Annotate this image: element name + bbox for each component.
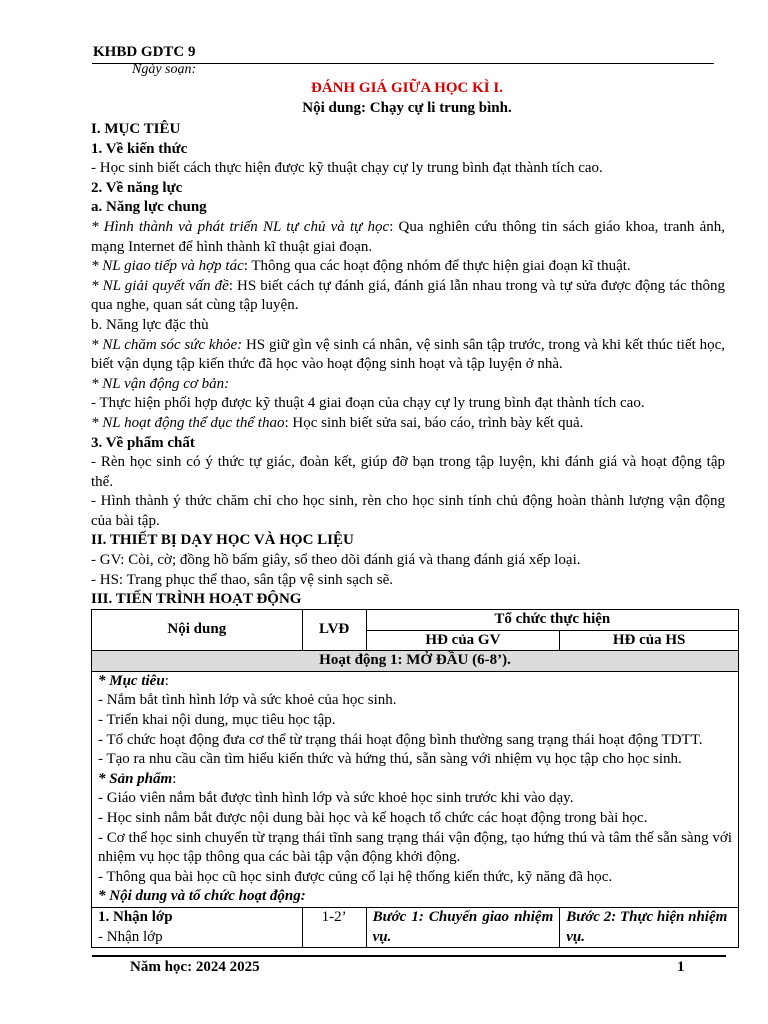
specific-competence-heading: b. Năng lực đặc thù (91, 316, 209, 333)
product-item: - Học sinh nắm bắt được nội dung bài học và kế hoạch tổ chức các hoạt động trong bài học. (98, 809, 648, 826)
g1-text: : Qua nghiên cứu thông tin sách giáo khoa, tranh ảnh, mạng Internet để hình thành kĩ thuật giai đoạn. (91, 218, 725, 255)
document-subtitle: Nội dung: Chạy cự li trung bình. (302, 100, 512, 116)
s2-text: - Thực hiện phối hợp được kỹ thuật 4 giai đoạn của chạy cự ly trung bình đạt thành tích cao. (91, 395, 645, 412)
goal-item: - Tổ chức hoạt động đưa cơ thể từ trạng thái hoạt động bình thường sang trạng thái hoạt động TDTT. (98, 731, 703, 748)
table-header-row (92, 610, 739, 631)
g2-label: * NL giao tiếp và hợp tác (91, 258, 244, 275)
knowledge-text: - Học sinh biết cách thực hiện được kỹ thuật chạy cự ly trung bình đạt thành tích cao. (91, 160, 603, 177)
product-label-line: * Sản phẩm: (98, 770, 177, 787)
goal-label: * Mục tiêu (98, 672, 165, 689)
activity-row (92, 651, 739, 672)
header-title: KHBD GDTC 9 (93, 44, 196, 60)
product-item: - Thông qua bài học cũ học sinh được củng cố lại hệ thống kiến thức, kỹ năng đã học. (98, 868, 613, 885)
specific-competence-3 (91, 414, 725, 434)
g3-text: : HS biết cách tự đánh giá, đánh giá lẫn nhau trong và tự sửa được động tác thông qua nghe, quan sát cùng tập luyện. (91, 277, 725, 314)
competence-heading: 2. Về năng lực (91, 179, 183, 196)
row1-gv: Bước 1: Chuyển giao nhiệm vụ. (366, 907, 560, 947)
objectives-row (92, 671, 739, 907)
general-competence-2 (91, 257, 725, 277)
footer-rule (92, 955, 726, 957)
general-competence-heading: a. Năng lực chung (91, 199, 207, 216)
col-content-header: Nội dung (92, 610, 303, 651)
goal-label-line: * Mục tiêu: (98, 672, 169, 689)
section-heading-equipment: II. THIẾT BỊ DẠY HỌC VÀ HỌC LIỆU (91, 532, 354, 549)
activity-objectives-cell (92, 671, 739, 907)
general-competence-1 (91, 218, 725, 257)
col-hs-header: HĐ của HS (560, 630, 739, 651)
g3-label: * NL giải quyết vấn đề (91, 277, 229, 294)
s3-text: : Học sinh biết sửa sai, báo cáo, trình bày kết quả. (284, 414, 584, 431)
specific-competence-1 (91, 336, 725, 375)
activity-1-title: Hoạt động 1: MỞ ĐẦU (6-8’). (92, 651, 739, 672)
table-row (92, 907, 739, 947)
g1-label: * Hình thành và phát triển NL tự chủ và tự học (91, 218, 390, 235)
quality-1: - Rèn học sinh có ý thức tự giác, đoàn kết, giúp đỡ bạn trong tập luyện, khi đánh giá và hoạt động tập thể. (91, 454, 725, 490)
section-heading-process: III. TIẾN TRÌNH HOẠT ĐỘNG (91, 591, 302, 608)
knowledge-heading: 1. Về kiến thức (91, 140, 188, 157)
quality-2: - Hình thành ý thức chăm chỉ cho học sinh, rèn cho học sinh tính chủ động hoàn thành lượng vận động của bài tập. (91, 493, 725, 529)
goal-item: - Tạo ra nhu cầu cần tìm hiểu kiến thức và hứng thú, sẵn sàng với nhiệm vụ học tập cho học sinh. (98, 751, 682, 768)
document-title: ĐÁNH GIÁ GIỮA HỌC KÌ I. (311, 80, 503, 96)
row1-hs: Bước 2: Thực hiện nhiệm vụ. (560, 907, 739, 947)
row1-content-cell (92, 907, 303, 947)
row1-title: 1. Nhận lớp (98, 908, 173, 925)
footer-year: Năm học: 2024 2025 (130, 959, 260, 975)
equipment-hs: - HS: Trang phục thể thao, sân tập vệ sinh sạch sẽ. (91, 571, 394, 588)
date-label: Ngày soạn: (132, 62, 197, 77)
row1-subtitle: - Nhận lớp (98, 928, 163, 945)
product-label: * Sản phẩm (98, 770, 173, 787)
row1-lvd: 1-2’ (302, 907, 366, 947)
g2-text: : Thông qua các hoạt động nhóm để thực hiện giai đoạn kĩ thuật. (243, 258, 631, 275)
goal-item: - Nắm bắt tình hình lớp và sức khoẻ của học sinh. (98, 692, 397, 709)
product-item: - Cơ thể học sinh chuyển từ trạng thái tĩnh sang trạng thái vận động, tạo hứng thú và tâm thế sẵn sàng với nhiệm vụ học tập thông qua các bài tập vận động khởi động. (98, 829, 732, 866)
col-gv-header: HĐ của GV (366, 630, 560, 651)
section-heading-objectives: I. MỤC TIÊU (91, 121, 181, 137)
page-number: 1 (677, 959, 685, 975)
document-body (91, 120, 725, 610)
s3-label: * NL hoạt động thể dục thể thao (91, 414, 285, 431)
s1-text: HS giữ gìn vệ sinh cá nhân, vệ sinh sân tập trước, trong và khi kết thúc tiết học, biết vận dụng tập kiến thức đã học vào hoạt động sinh hoạt và tập luyện ở nhà. (91, 336, 725, 373)
s1-label: * NL chăm sóc sức khỏe: (91, 336, 243, 353)
org-label: * Nội dung và tổ chức hoạt động: (98, 888, 306, 905)
general-competence-3 (91, 277, 725, 316)
goal-item: - Triển khai nội dung, mục tiêu học tập. (98, 711, 336, 728)
col-lvd-header: LVĐ (302, 610, 366, 651)
lesson-plan-table (91, 609, 739, 948)
col-org-header: Tổ chức thực hiện (366, 610, 738, 631)
quality-heading: 3. Về phẩm chất (91, 434, 195, 451)
equipment-gv: - GV: Còi, cờ; đồng hồ bấm giây, sổ theo dõi đánh giá và thang đánh giá xếp loại. (91, 552, 581, 569)
s2-label: * NL vận động cơ bản: (91, 375, 230, 392)
product-item: - Giáo viên nắm bắt được tình hình lớp và sức khoẻ học sinh trước khi vào dạy. (98, 790, 574, 807)
